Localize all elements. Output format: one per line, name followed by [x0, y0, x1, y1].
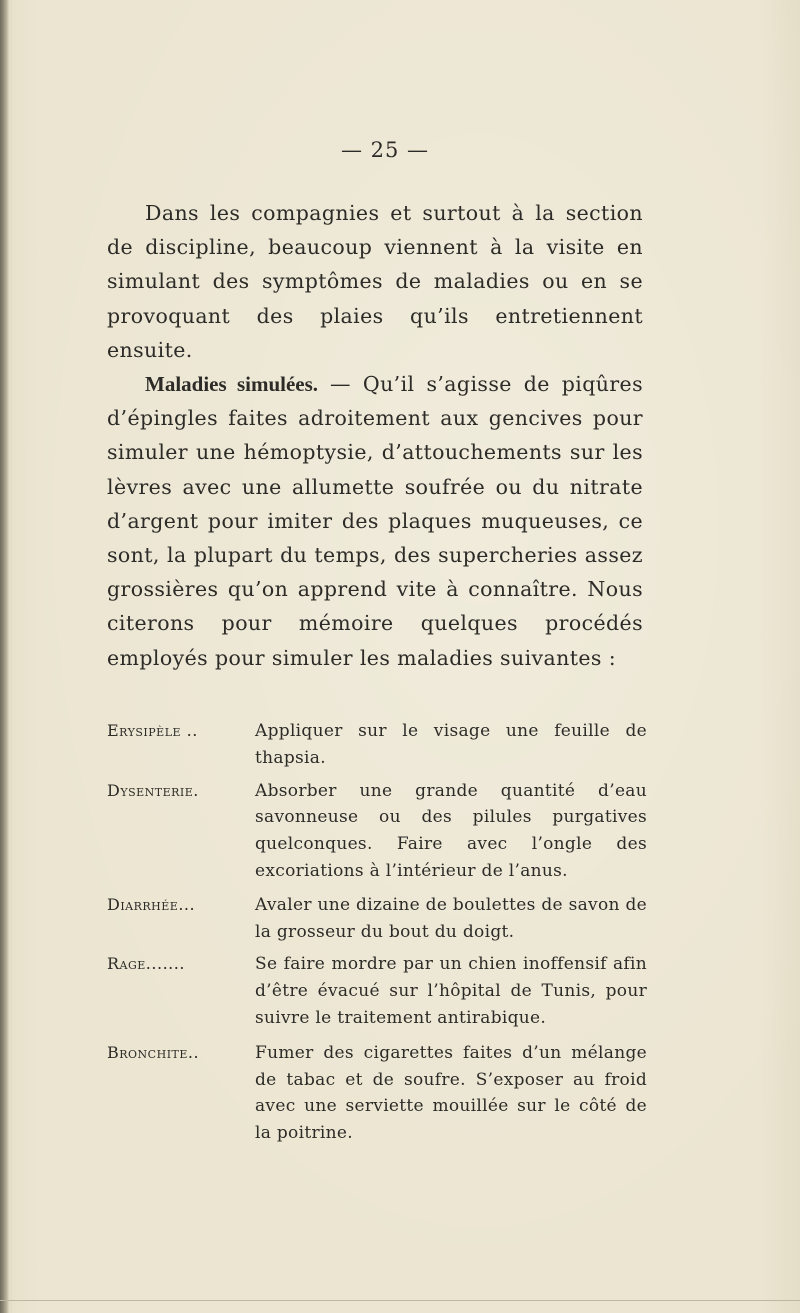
page-number: — 25 —	[340, 138, 430, 162]
paragraph-intro: Dans les compagnies et surtout à la section de discipline, beaucoup viennent à la visite en simulant des symptômes de maladies ou en se provoquant des plaies qu’ils entretiennent ensuite.	[107, 201, 643, 362]
list-item-rage	[107, 951, 647, 1031]
page-bottom-edge	[0, 1300, 800, 1301]
list-item-bronchite	[107, 1040, 647, 1147]
disease-name: Dysenterie.	[107, 780, 199, 800]
disease-name: Bronchite..	[107, 1042, 200, 1062]
list-item-diarrhee	[107, 892, 647, 946]
disease-method: Appliquer sur le visage une feuille de thapsia.	[255, 721, 647, 768]
disease-name: Erysipèle ..	[107, 721, 198, 740]
paragraph-simulated-diseases	[107, 367, 643, 675]
disease-list	[107, 718, 647, 1155]
paragraph-body: — Qu’il s’agisse de piqûres d’épingles faites adroitement aux gencives pour simuler une hémoptysie, d’attouchements sur les lèvres avec une allumette soufrée ou du nitrate d’argent pour imiter des plaques muqueuses, ce sont, la plupart du temps, des supercheries assez grossières qu’on apprend vite à connaître. Nous citerons pour mémoire quelques procédés employés pour simuler les maladies suivantes :	[107, 372, 643, 670]
list-item-dysenterie	[107, 778, 647, 885]
disease-name: Diarrhée...	[107, 894, 196, 914]
disease-method: Absorber une grande quantité d’eau savonneuse ou des pilules purgatives quelconques. Faire avec l’ongle des excoriations à l’intérieur de l’anus.	[255, 780, 647, 881]
disease-name: Rage.......	[107, 954, 185, 974]
disease-method: Avaler une dizaine de boulettes de savon de la grosseur du bout du doigt.	[255, 894, 647, 942]
page-binding-edge	[0, 0, 9, 1313]
list-item-erysipele	[107, 718, 647, 772]
disease-method: Fumer des cigarettes faites d’un mélange de tabac et de soufre. S’exposer au froid avec une serviette mouillée sur le côté de la poitrine.	[255, 1042, 647, 1144]
section-heading: Maladies simulées.	[145, 372, 319, 396]
disease-method: Se faire mordre par un chien inoffensif afin d’être évacué sur l’hôpital de Tunis, pour suivre le traitement antirabique.	[255, 954, 647, 1028]
